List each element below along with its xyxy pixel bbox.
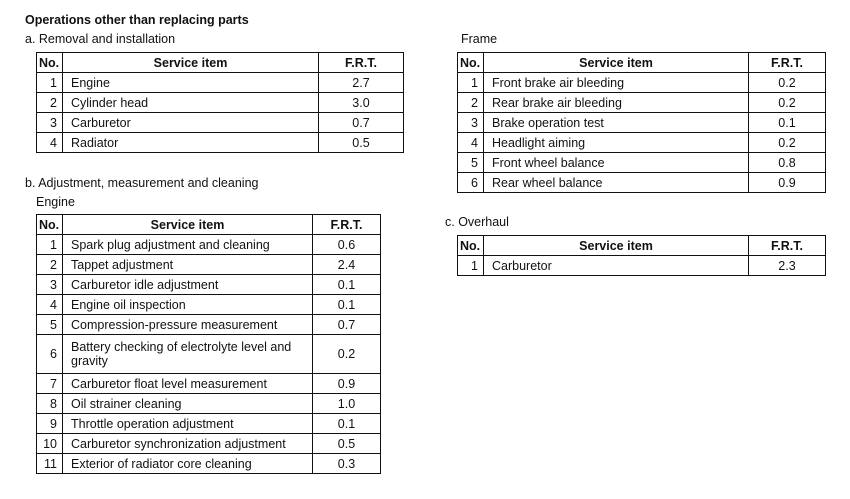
table-row bbox=[37, 73, 404, 93]
col-header-frt: F.R.T. bbox=[749, 236, 826, 256]
row-service-item: Headlight aiming bbox=[484, 133, 749, 153]
row-frt: 0.1 bbox=[313, 295, 381, 315]
col-header-no: No. bbox=[37, 53, 63, 73]
row-no: 6 bbox=[458, 173, 484, 193]
table-row bbox=[37, 315, 381, 335]
row-frt: 0.2 bbox=[749, 73, 826, 93]
section-b-sublabel: Engine bbox=[36, 195, 75, 209]
row-service-item: Carburetor bbox=[484, 256, 749, 276]
row-frt: 2.7 bbox=[319, 73, 404, 93]
page-title: Operations other than replacing parts bbox=[25, 13, 249, 27]
row-service-item: Throttle operation adjustment bbox=[63, 414, 313, 434]
col-header-frt: F.R.T. bbox=[749, 53, 826, 73]
row-no: 5 bbox=[458, 153, 484, 173]
row-frt: 0.1 bbox=[313, 275, 381, 295]
table-row bbox=[37, 394, 381, 414]
row-no: 8 bbox=[37, 394, 63, 414]
row-no: 10 bbox=[37, 434, 63, 454]
row-frt: 3.0 bbox=[319, 93, 404, 113]
table-row bbox=[37, 255, 381, 275]
table-header-row bbox=[458, 53, 826, 73]
row-no: 6 bbox=[37, 335, 63, 374]
row-no: 3 bbox=[37, 113, 63, 133]
row-service-item: Carburetor idle adjustment bbox=[63, 275, 313, 295]
row-frt: 0.2 bbox=[313, 335, 381, 374]
table-row bbox=[458, 93, 826, 113]
table-row bbox=[37, 374, 381, 394]
table-row bbox=[37, 235, 381, 255]
row-no: 1 bbox=[458, 73, 484, 93]
row-frt: 0.1 bbox=[313, 414, 381, 434]
col-header-service-item: Service item bbox=[484, 53, 749, 73]
table-row bbox=[37, 93, 404, 113]
row-service-item: Front wheel balance bbox=[484, 153, 749, 173]
row-no: 2 bbox=[37, 93, 63, 113]
table-row bbox=[458, 133, 826, 153]
row-frt: 0.7 bbox=[313, 315, 381, 335]
row-service-item: Compression-pressure measurement bbox=[63, 315, 313, 335]
adjustment-engine-table bbox=[36, 214, 381, 474]
row-no: 3 bbox=[458, 113, 484, 133]
row-no: 2 bbox=[458, 93, 484, 113]
row-service-item: Tappet adjustment bbox=[63, 255, 313, 275]
row-service-item: Carburetor bbox=[63, 113, 319, 133]
section-c-label: c. Overhaul bbox=[445, 215, 509, 229]
row-frt: 0.5 bbox=[319, 133, 404, 153]
row-no: 1 bbox=[37, 235, 63, 255]
row-frt: 0.6 bbox=[313, 235, 381, 255]
table-row bbox=[458, 256, 826, 276]
col-header-no: No. bbox=[37, 215, 63, 235]
row-service-item: Front brake air bleeding bbox=[484, 73, 749, 93]
row-no: 9 bbox=[37, 414, 63, 434]
row-no: 3 bbox=[37, 275, 63, 295]
row-frt: 0.9 bbox=[749, 173, 826, 193]
row-frt: 0.8 bbox=[749, 153, 826, 173]
row-frt: 2.3 bbox=[749, 256, 826, 276]
row-service-item: Brake operation test bbox=[484, 113, 749, 133]
row-service-item: Carburetor synchronization adjustment bbox=[63, 434, 313, 454]
col-header-frt: F.R.T. bbox=[313, 215, 381, 235]
table-row bbox=[37, 454, 381, 474]
row-service-item: Engine oil inspection bbox=[63, 295, 313, 315]
row-service-item: Spark plug adjustment and cleaning bbox=[63, 235, 313, 255]
row-frt: 0.2 bbox=[749, 133, 826, 153]
table-row bbox=[37, 414, 381, 434]
table-row bbox=[458, 113, 826, 133]
table-row bbox=[458, 173, 826, 193]
table-header-row bbox=[458, 236, 826, 256]
row-service-item: Oil strainer cleaning bbox=[63, 394, 313, 414]
col-header-no: No. bbox=[458, 236, 484, 256]
col-header-service-item: Service item bbox=[63, 53, 319, 73]
overhaul-table bbox=[457, 235, 826, 276]
table-row bbox=[37, 434, 381, 454]
row-no: 1 bbox=[458, 256, 484, 276]
col-header-service-item: Service item bbox=[484, 236, 749, 256]
section-a-label: a. Removal and installation bbox=[25, 32, 176, 46]
col-header-no: No. bbox=[458, 53, 484, 73]
table-row bbox=[37, 295, 381, 315]
row-service-item: Exterior of radiator core cleaning bbox=[63, 454, 313, 474]
section-b-label: b. Adjustment, measurement and cleaning bbox=[25, 176, 259, 190]
col-header-service-item: Service item bbox=[63, 215, 313, 235]
row-no: 7 bbox=[37, 374, 63, 394]
row-frt: 1.0 bbox=[313, 394, 381, 414]
row-no: 11 bbox=[37, 454, 63, 474]
row-frt: 2.4 bbox=[313, 255, 381, 275]
row-service-item: Radiator bbox=[63, 133, 319, 153]
removal-installation-table bbox=[36, 52, 404, 153]
table-row bbox=[37, 113, 404, 133]
table-header-row bbox=[37, 53, 404, 73]
row-frt: 0.9 bbox=[313, 374, 381, 394]
row-frt: 0.1 bbox=[749, 113, 826, 133]
row-no: 2 bbox=[37, 255, 63, 275]
table-row bbox=[37, 133, 404, 153]
table-row bbox=[37, 335, 381, 374]
row-service-item: Rear brake air bleeding bbox=[484, 93, 749, 113]
col-header-frt: F.R.T. bbox=[319, 53, 404, 73]
row-no: 4 bbox=[37, 133, 63, 153]
row-no: 1 bbox=[37, 73, 63, 93]
row-frt: 0.5 bbox=[313, 434, 381, 454]
row-service-item: Carburetor float level measurement bbox=[63, 374, 313, 394]
table-row bbox=[37, 275, 381, 295]
row-frt: 0.3 bbox=[313, 454, 381, 474]
frame-label: Frame bbox=[461, 32, 498, 46]
row-service-item: Battery checking of electrolyte level and gravity bbox=[63, 335, 313, 374]
table-row bbox=[458, 153, 826, 173]
row-frt: 0.7 bbox=[319, 113, 404, 133]
row-no: 5 bbox=[37, 315, 63, 335]
row-service-item: Cylinder head bbox=[63, 93, 319, 113]
table-row bbox=[458, 73, 826, 93]
table-header-row bbox=[37, 215, 381, 235]
row-service-item: Rear wheel balance bbox=[484, 173, 749, 193]
frame-table bbox=[457, 52, 826, 193]
row-no: 4 bbox=[37, 295, 63, 315]
row-no: 4 bbox=[458, 133, 484, 153]
row-frt: 0.2 bbox=[749, 93, 826, 113]
row-service-item: Engine bbox=[63, 73, 319, 93]
